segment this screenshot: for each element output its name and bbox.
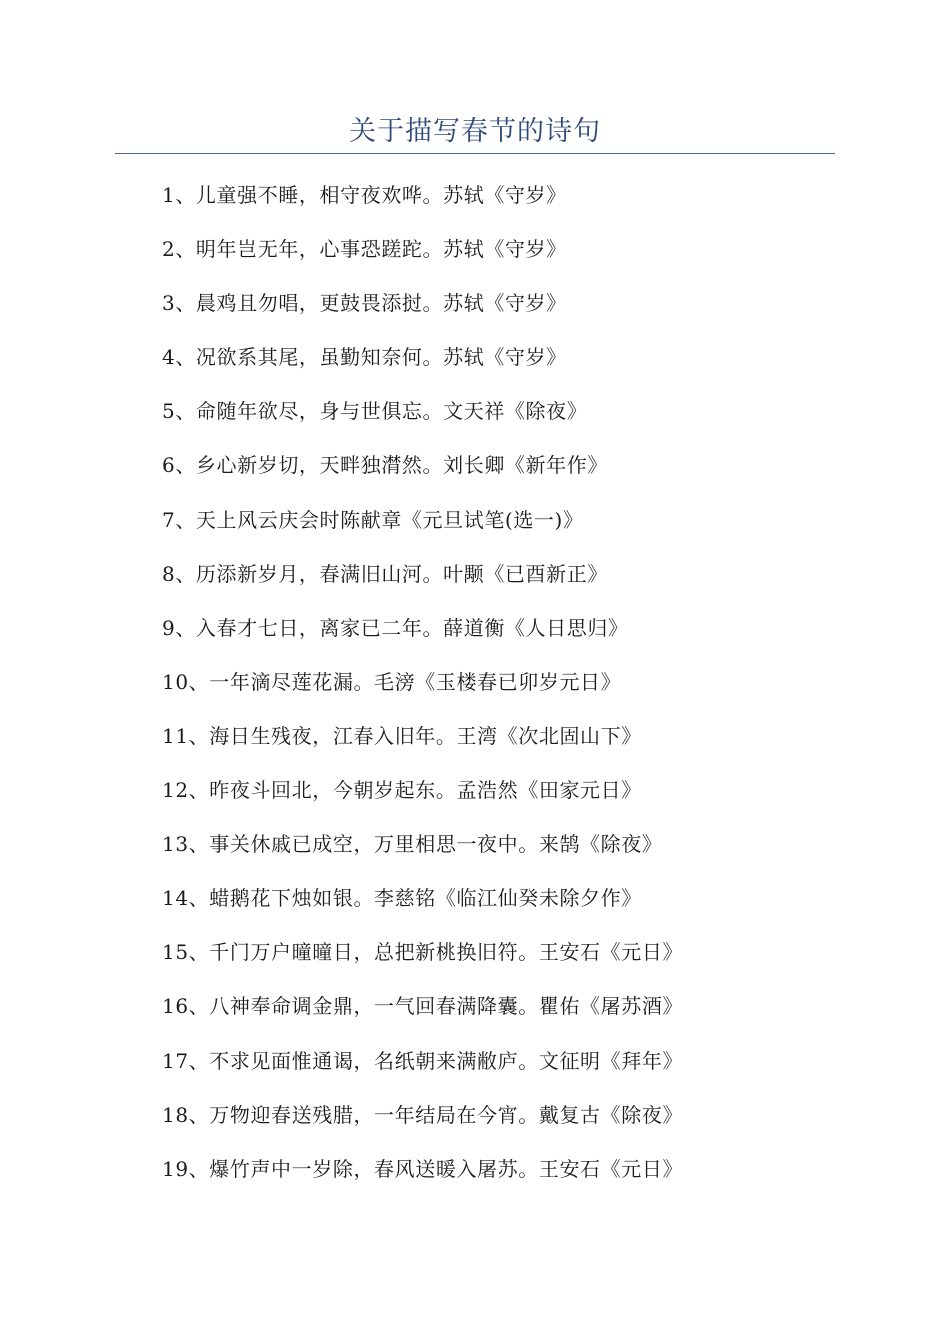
poem-line-2: 2、明年岂无年，心事恐蹉跎。苏轼《守岁》 xyxy=(162,237,567,262)
poem-line-17: 17、不求见面惟通谒，名纸朝来满敝庐。文征明《拜年》 xyxy=(162,1048,684,1073)
poem-line-14: 14、蜡鹅花下烛如银。李慈铭《临江仙癸未除夕作》 xyxy=(162,886,642,911)
poem-line-3: 3、晨鸡且勿唱，更鼓畏添挝。苏轼《守岁》 xyxy=(162,291,567,316)
poem-line-4: 4、况欲系其尾，虽勤知奈何。苏轼《守岁》 xyxy=(162,345,567,370)
poem-line-7: 7、天上风云庆会时陈献章《元旦试笔(选一)》 xyxy=(162,507,584,532)
poem-line-1: 1、儿童强不睡，相守夜欢哗。苏轼《守岁》 xyxy=(162,183,567,207)
poem-line-10: 10、一年滴尽莲花漏。毛滂《玉楼春已卯岁元日》 xyxy=(162,669,622,694)
poem-line-18: 18、万物迎春送残腊，一年结局在今宵。戴复古《除夜》 xyxy=(162,1102,684,1127)
poem-line-19: 19、爆竹声中一岁除，春风送暖入屠苏。王安石《元日》 xyxy=(162,1156,684,1181)
title-divider xyxy=(115,153,835,154)
poem-line-6: 6、乡心新岁切，天畔独潸然。刘长卿《新年作》 xyxy=(162,453,608,478)
poem-line-5: 5、命随年欲尽，身与世俱忘。文天祥《除夜》 xyxy=(162,399,588,424)
poem-line-13: 13、事关休戚已成空，万里相思一夜中。来鹄《除夜》 xyxy=(162,832,663,857)
poem-line-11: 11、海日生残夜，江春入旧年。王湾《次北固山下》 xyxy=(162,723,642,748)
poem-line-8: 8、历添新岁月，春满旧山河。叶颙《已酉新正》 xyxy=(162,561,608,586)
poem-line-15: 15、千门万户曈曈日，总把新桃换旧符。王安石《元日》 xyxy=(162,940,684,965)
poem-line-12: 12、昨夜斗回北，今朝岁起东。孟浩然《田家元日》 xyxy=(162,778,642,803)
poem-line-9: 9、入春才七日，离家已二年。薛道衡《人日思归》 xyxy=(162,615,629,640)
poem-list xyxy=(162,178,842,1206)
document-title: 关于描写春节的诗句 xyxy=(349,116,601,147)
poem-line-16: 16、八神奉命调金鼎，一气回春满降囊。瞿佑《屠苏酒》 xyxy=(162,994,684,1019)
